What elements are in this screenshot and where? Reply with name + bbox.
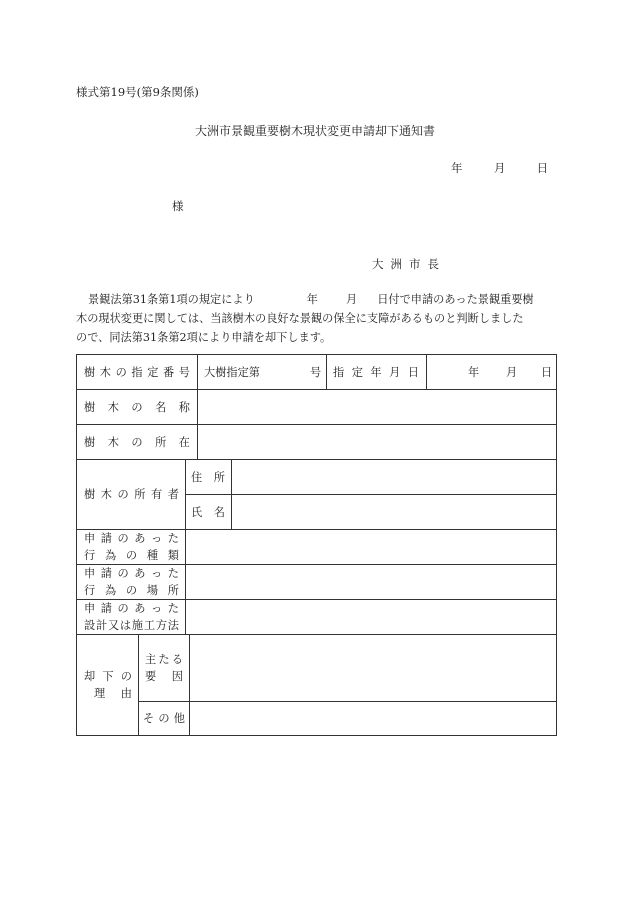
- owner-address-label: 住 所: [191, 470, 225, 484]
- tree-owner-label: 樹 木 の 所 有 者: [84, 488, 179, 501]
- body-line-1: 景観法第31条第1項の規定により 年 月 日付で申請のあった景観重要樹: [88, 293, 534, 306]
- date-year: 年: [451, 161, 463, 175]
- designation-date-label: 指 定 年 月 日: [333, 366, 419, 379]
- design-method-label: 申 請 の あ っ た 設 計 又 は 施 工 方 法: [84, 601, 179, 632]
- designation-year: 年: [468, 366, 480, 379]
- form-number: 様式第19号(第9条関係): [76, 85, 199, 99]
- designation-number-label: 樹 木 の 指 定 番 号: [84, 366, 190, 379]
- designation-month: 月: [506, 366, 518, 379]
- notice-form-table: [76, 354, 557, 736]
- body-line-3: ので、同法第31条第2項により申請を却下します。: [76, 331, 332, 344]
- issue-date: [451, 160, 548, 176]
- document-title: 大洲市景観重要樹木現状変更申請却下通知書: [194, 124, 435, 138]
- notice-body: [76, 290, 560, 347]
- addressee-suffix: 様: [172, 199, 184, 213]
- sender-name: 大洲市長: [372, 257, 446, 271]
- tree-name-label: 樹 木 の 名 称: [84, 400, 190, 414]
- owner-name-label: 氏 名: [191, 505, 225, 519]
- body-line-2: 木の現状変更に関しては、当該樹木の良好な景観の保全に支障があるものと判断しました: [76, 312, 524, 325]
- designation-suffix: 号: [310, 366, 322, 379]
- action-place-label: 申 請 の あ っ た 行 為 の 場 所: [84, 566, 179, 597]
- date-month: 月: [493, 161, 506, 175]
- rejection-reason-label: 却 下 の 理 由: [84, 669, 132, 700]
- designation-prefix: 大樹指定第: [204, 366, 260, 379]
- date-day: 日: [536, 161, 549, 175]
- designation-day: 日: [541, 366, 553, 379]
- main-cause-label: 主 た る 要 因: [145, 652, 183, 683]
- tree-location-label: 樹 木 の 所 在: [84, 435, 190, 449]
- action-type-label: 申 請 の あ っ た 行 為 の 種 類: [84, 531, 179, 562]
- other-reason-label: そ の 他: [143, 712, 185, 725]
